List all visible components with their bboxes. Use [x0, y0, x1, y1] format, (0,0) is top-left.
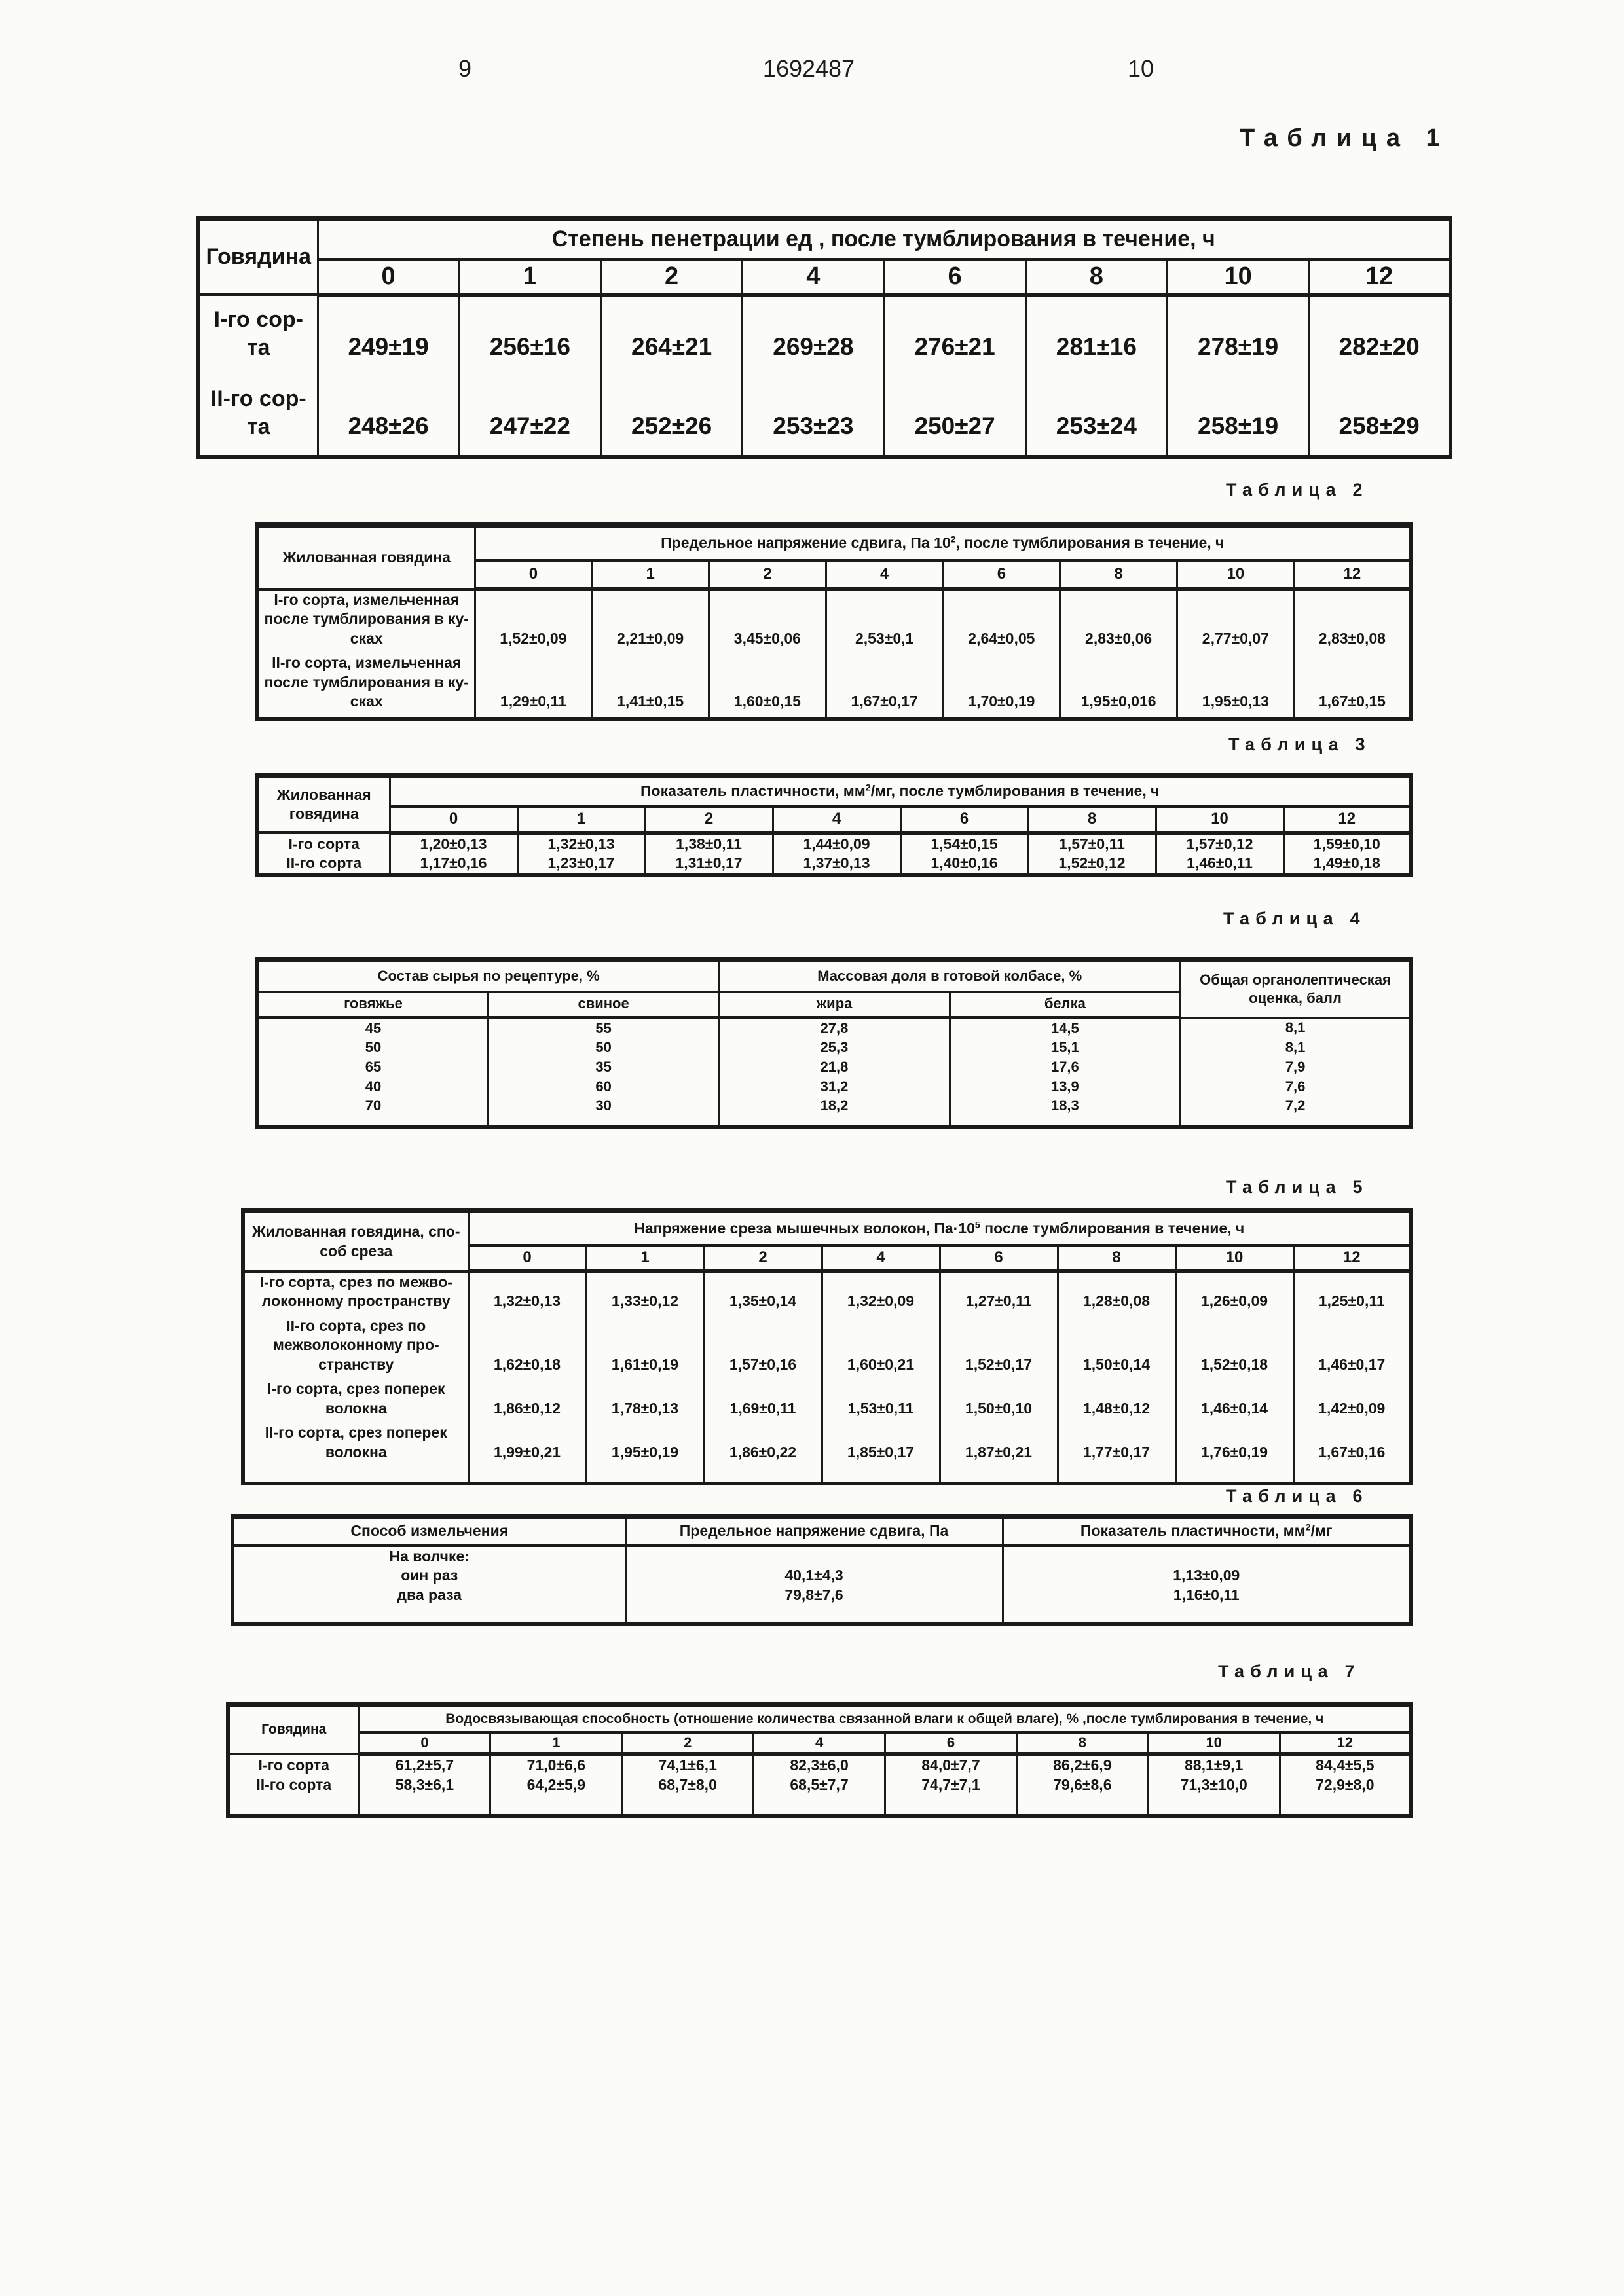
t7-hour-label: 2: [622, 1732, 754, 1754]
t3-hour-label: 10: [1156, 807, 1283, 833]
t7-value-cell: 71,0±6,6: [490, 1754, 622, 1775]
t4-value-cell: 35: [488, 1057, 718, 1077]
t6-header-plasticity: [1003, 1516, 1411, 1545]
t6-header-shear-stress: Предельное напряжение сдвига, Па: [625, 1516, 1003, 1545]
t1-hour-label: 0: [318, 259, 459, 295]
t2-hour-label: 8: [1060, 560, 1177, 589]
t7-hour-label: 6: [885, 1732, 1017, 1754]
t2-value-cell: 1,95±0,016: [1060, 653, 1177, 718]
t3-stub-header: Жилованная говядина: [257, 775, 390, 833]
t3-value-cell: 1,20±0,13: [390, 833, 517, 854]
t3-hour-label: 4: [773, 807, 900, 833]
t1-value-cell: 252±26: [601, 376, 743, 457]
t5-value-cell: 1,28±0,08: [1058, 1271, 1175, 1317]
t5-value-cell: 1,35±0,14: [704, 1271, 822, 1317]
t3-value-cell: 1,44±0,09: [773, 833, 900, 854]
t5-value-cell: 1,27±0,11: [940, 1271, 1058, 1317]
t6-value-cell: 79,8±7,6: [625, 1586, 1003, 1624]
t6-row-2: [232, 1566, 1411, 1586]
t7-hour-label: 8: [1016, 1732, 1148, 1754]
t4-value-cell: 7,6: [1181, 1077, 1411, 1097]
t1-value-cell: 248±26: [318, 376, 459, 457]
t2-value-cell: 1,29±0,11: [475, 653, 592, 718]
t5-hour-label: 2: [704, 1245, 822, 1271]
t1-row-1: [198, 295, 1450, 376]
t3-value-cell: 1,46±0,11: [1156, 854, 1283, 875]
t1-value-cell: 278±19: [1168, 295, 1309, 376]
t2-hour-label: 2: [709, 560, 826, 589]
t2-header-text-tail: , после тумблирования в течение, ч: [955, 534, 1225, 552]
t3-value-cell: 1,59±0,10: [1283, 833, 1411, 854]
table2-caption: Таблица 2: [1226, 480, 1369, 500]
t6-value-cell: 40,1±4,3: [625, 1566, 1003, 1586]
t4-value-cell: 7,9: [1181, 1057, 1411, 1077]
t1-row-label: II-го сор- та: [198, 376, 318, 457]
t7-value-cell: 68,5±7,7: [754, 1776, 885, 1816]
t5-value-cell: 1,77±0,17: [1058, 1423, 1175, 1484]
t5-hour-label: 12: [1293, 1245, 1411, 1271]
t3-value-cell: 1,17±0,16: [390, 854, 517, 875]
t7-row-label: I-го сорта: [228, 1754, 359, 1775]
t4-value-cell: 25,3: [719, 1038, 950, 1057]
t1-value-cell: 253±23: [743, 376, 884, 457]
t1-value-cell: 247±22: [459, 376, 600, 457]
t5-value-cell: 1,99±0,21: [468, 1423, 586, 1484]
t2-row-label: II-го сорта, измельченная после тумблирования в ку- сках: [257, 653, 475, 718]
t3-value-cell: 1,23±0,17: [517, 854, 645, 875]
table6: [231, 1514, 1413, 1626]
t4-header-sensory-score: Общая органолептическая оценка, балл: [1181, 960, 1411, 1017]
t2-row-2: [257, 653, 1411, 718]
t5-span-header: [468, 1211, 1411, 1245]
t2-value-cell: 1,95±0,13: [1177, 653, 1295, 718]
t4-subheader-protein: белка: [950, 991, 1180, 1017]
t5-header-text: Напряжение среза мышечных волокон, Па·10: [634, 1219, 975, 1237]
t2-hour-label: 1: [592, 560, 709, 589]
t5-row-3: [243, 1379, 1411, 1423]
t4-value-cell: 13,9: [950, 1077, 1180, 1097]
t7-value-cell: 84,0±7,7: [885, 1754, 1017, 1775]
t2-span-header: [475, 525, 1411, 560]
t7-value-cell: 72,9±8,0: [1280, 1776, 1411, 1816]
t5-hour-label: 1: [586, 1245, 704, 1271]
t4-value-cell: 7,2: [1181, 1097, 1411, 1127]
t5-header-text-tail: после тумблирования в течение, ч: [980, 1219, 1245, 1237]
t2-header-exponent: 2: [950, 534, 956, 545]
t3-value-cell: 1,57±0,12: [1156, 833, 1283, 854]
t3-hours-row: [257, 807, 1411, 833]
t5-value-cell: 1,26±0,09: [1175, 1271, 1293, 1317]
t3-header-text-tail: /мг, после тумблирования в течение, ч: [870, 782, 1160, 800]
t3-hour-label: 1: [517, 807, 645, 833]
t5-row-2: [243, 1317, 1411, 1379]
t6-row-label: оин раз: [232, 1566, 625, 1586]
t3-value-cell: 1,40±0,16: [900, 854, 1028, 875]
table4: [255, 957, 1413, 1129]
t5-value-cell: 1,69±0,11: [704, 1379, 822, 1423]
t5-row-4: [243, 1423, 1411, 1484]
t2-value-cell: 1,60±0,15: [709, 653, 826, 718]
t5-value-cell: 1,52±0,17: [940, 1317, 1058, 1379]
t3-hour-label: 0: [390, 807, 517, 833]
t1-value-cell: 281±16: [1025, 295, 1167, 376]
t7-hour-label: 0: [359, 1732, 490, 1754]
t5-value-cell: 1,61±0,19: [586, 1317, 704, 1379]
t5-value-cell: 1,50±0,14: [1058, 1317, 1175, 1379]
t2-value-cell: 1,41±0,15: [592, 653, 709, 718]
table7: [226, 1702, 1413, 1818]
t5-value-cell: 1,42±0,09: [1293, 1379, 1411, 1423]
t2-row-1: [257, 589, 1411, 653]
t5-value-cell: 1,85±0,17: [822, 1423, 940, 1484]
t7-hour-label: 1: [490, 1732, 622, 1754]
t4-value-cell: 17,6: [950, 1057, 1180, 1077]
t5-value-cell: 1,52±0,18: [1175, 1317, 1293, 1379]
t6-row-label: На волчке:: [232, 1545, 625, 1566]
t4-value-cell: 70: [257, 1097, 488, 1127]
t4-subheader-beef: говяжье: [257, 991, 488, 1017]
t7-row-2: [228, 1776, 1411, 1816]
t1-hour-label: 6: [884, 259, 1025, 295]
t3-row-label: I-го сорта: [257, 833, 390, 854]
t6-row-3: [232, 1586, 1411, 1624]
t3-value-cell: 1,49±0,18: [1283, 854, 1411, 875]
t1-row-label: I-го сор- та: [198, 295, 318, 376]
t4-value-cell: 50: [488, 1038, 718, 1057]
t7-value-cell: 61,2±5,7: [359, 1754, 490, 1775]
t5-row-label: II-го сорта, срез поперек волокна: [243, 1423, 468, 1484]
t1-hours-row: [198, 259, 1450, 295]
t1-hour-label: 10: [1168, 259, 1309, 295]
t4-value-cell: 30: [488, 1097, 718, 1127]
t2-value-cell: 1,67±0,15: [1294, 653, 1411, 718]
t4-group-header-recipe: Состав сырья по рецептуре, %: [257, 960, 719, 991]
t1-hour-label: 12: [1309, 259, 1450, 295]
t5-value-cell: 1,46±0,17: [1293, 1317, 1411, 1379]
t1-hour-label: 4: [743, 259, 884, 295]
t4-value-cell: 50: [257, 1038, 488, 1057]
table3: [255, 773, 1413, 877]
t7-hour-label: 10: [1148, 1732, 1280, 1754]
t5-row-label: II-го сорта, срез по межволоконному про- странству: [243, 1317, 468, 1379]
table1: [196, 216, 1452, 459]
t6-value-cell: 1,13±0,09: [1003, 1566, 1411, 1586]
t1-value-cell: 282±20: [1309, 295, 1450, 376]
t5-value-cell: 1,25±0,11: [1293, 1271, 1411, 1317]
t2-hour-label: 4: [826, 560, 943, 589]
t1-hour-label: 1: [459, 259, 600, 295]
t2-hour-label: 10: [1177, 560, 1295, 589]
t4-value-cell: 14,5: [950, 1017, 1180, 1038]
t2-value-cell: 1,67±0,17: [826, 653, 943, 718]
t5-value-cell: 1,50±0,10: [940, 1379, 1058, 1423]
t2-value-cell: 1,70±0,19: [943, 653, 1060, 718]
table1-caption: Таблица 1: [1240, 124, 1450, 152]
patent-number: 1692487: [762, 55, 855, 82]
table5-caption: Таблица 5: [1226, 1177, 1369, 1197]
t6-value-cell: [625, 1545, 1003, 1566]
t7-value-cell: 88,1±9,1: [1148, 1754, 1280, 1775]
t2-value-cell: 3,45±0,06: [709, 589, 826, 653]
t4-value-cell: 27,8: [719, 1017, 950, 1038]
t3-value-cell: 1,38±0,11: [645, 833, 773, 854]
t4-value-cell: 8,1: [1181, 1017, 1411, 1038]
t4-value-cell: 8,1: [1181, 1038, 1411, 1057]
t4-value-cell: 55: [488, 1017, 718, 1038]
t2-header-text: Предельное напряжение сдвига, Па 10: [661, 534, 951, 552]
t4-value-cell: 18,2: [719, 1097, 950, 1127]
t5-value-cell: 1,76±0,19: [1175, 1423, 1293, 1484]
t3-value-cell: 1,54±0,15: [900, 833, 1028, 854]
t5-hour-label: 0: [468, 1245, 586, 1271]
t4-group-header-mass-share: Массовая доля в готовой колбасе, %: [719, 960, 1181, 991]
t4-subheader-fat: жира: [719, 991, 950, 1017]
t2-value-cell: 2,21±0,09: [592, 589, 709, 653]
t2-value-cell: 2,64±0,05: [943, 589, 1060, 653]
t7-value-cell: 68,7±8,0: [622, 1776, 754, 1816]
t3-span-header: [390, 775, 1411, 807]
t1-value-cell: 264±21: [601, 295, 743, 376]
t2-value-cell: 2,53±0,1: [826, 589, 943, 653]
t1-hour-label: 2: [601, 259, 743, 295]
t1-row-2: [198, 376, 1450, 457]
t5-hour-label: 4: [822, 1245, 940, 1271]
t2-value-cell: 1,52±0,09: [475, 589, 592, 653]
t7-value-cell: 82,3±6,0: [754, 1754, 885, 1775]
t3-value-cell: 1,57±0,11: [1028, 833, 1156, 854]
t2-stub-header: Жилованная говядина: [257, 525, 475, 589]
t3-value-cell: 1,31±0,17: [645, 854, 773, 875]
t5-value-cell: 1,78±0,13: [586, 1379, 704, 1423]
t5-row-1: [243, 1271, 1411, 1317]
t1-value-cell: 258±19: [1168, 376, 1309, 457]
t5-row-label: I-го сорта, срез поперек волокна: [243, 1379, 468, 1423]
t2-hour-label: 6: [943, 560, 1060, 589]
t5-hour-label: 6: [940, 1245, 1058, 1271]
t7-value-cell: 86,2±6,9: [1016, 1754, 1148, 1775]
table2: [255, 522, 1413, 721]
t1-value-cell: 250±27: [884, 376, 1025, 457]
t5-value-cell: 1,67±0,16: [1293, 1423, 1411, 1484]
t7-hour-label: 12: [1280, 1732, 1411, 1754]
t3-value-cell: 1,37±0,13: [773, 854, 900, 875]
t5-value-cell: 1,86±0,22: [704, 1423, 822, 1484]
t5-row-label: I-го сорта, срез по межво- локонному пространству: [243, 1271, 468, 1317]
table3-caption: Таблица 3: [1228, 735, 1371, 754]
t6-header-text: Показатель пластичности, мм: [1080, 1522, 1306, 1540]
t3-row-2: [257, 854, 1411, 875]
t5-value-cell: 1,62±0,18: [468, 1317, 586, 1379]
t7-stub-header: Говядина: [228, 1705, 359, 1754]
t5-value-cell: 1,95±0,19: [586, 1423, 704, 1484]
t7-row-1: [228, 1754, 1411, 1775]
table7-caption: Таблица 7: [1218, 1662, 1361, 1681]
t1-hour-label: 8: [1025, 259, 1167, 295]
t1-value-cell: 253±24: [1025, 376, 1167, 457]
t6-value-cell: 1,16±0,11: [1003, 1586, 1411, 1624]
table4-caption: Таблица 4: [1223, 909, 1366, 928]
t3-value-cell: 1,32±0,13: [517, 833, 645, 854]
t3-hour-label: 12: [1283, 807, 1411, 833]
t3-row-label: II-го сорта: [257, 854, 390, 875]
t3-hour-label: 8: [1028, 807, 1156, 833]
t6-value-cell: [1003, 1545, 1411, 1566]
t4-value-cell: 65: [257, 1057, 488, 1077]
t1-value-cell: 258±29: [1309, 376, 1450, 457]
t3-value-cell: 1,52±0,12: [1028, 854, 1156, 875]
t7-value-cell: 84,4±5,5: [1280, 1754, 1411, 1775]
t4-row-2: [257, 1038, 1411, 1057]
t5-value-cell: 1,86±0,12: [468, 1379, 586, 1423]
t5-value-cell: 1,32±0,13: [468, 1271, 586, 1317]
t4-row-3: [257, 1057, 1411, 1077]
t5-value-cell: 1,53±0,11: [822, 1379, 940, 1423]
table6-caption: Таблица 6: [1226, 1486, 1369, 1506]
t6-header-grinding-method: Способ измельчения: [232, 1516, 625, 1545]
t2-row-label: I-го сорта, измельченная после тумблирования в ку- сках: [257, 589, 475, 653]
t4-value-cell: 40: [257, 1077, 488, 1097]
t4-value-cell: 18,3: [950, 1097, 1180, 1127]
t3-hour-label: 2: [645, 807, 773, 833]
t4-row-4: [257, 1077, 1411, 1097]
page-number-left: 9: [458, 55, 472, 82]
t4-value-cell: 15,1: [950, 1038, 1180, 1057]
t1-stub-header: Говядина: [198, 219, 318, 295]
t5-value-cell: 1,46±0,14: [1175, 1379, 1293, 1423]
t4-row-1: [257, 1017, 1411, 1038]
t4-value-cell: 45: [257, 1017, 488, 1038]
t5-stub-header: Жилованная говядина, спо- соб среза: [243, 1211, 468, 1271]
table5: [241, 1208, 1413, 1485]
t5-value-cell: 1,57±0,16: [704, 1317, 822, 1379]
t1-value-cell: 269±28: [743, 295, 884, 376]
t3-hour-label: 6: [900, 807, 1028, 833]
t7-value-cell: 74,7±7,1: [885, 1776, 1017, 1816]
t5-value-cell: 1,32±0,09: [822, 1271, 940, 1317]
t7-value-cell: 58,3±6,1: [359, 1776, 490, 1816]
t7-hour-label: 4: [754, 1732, 885, 1754]
t7-value-cell: 71,3±10,0: [1148, 1776, 1280, 1816]
t1-value-cell: 256±16: [459, 295, 600, 376]
t6-row-1: [232, 1545, 1411, 1566]
t6-header-text-tail: /мг: [1310, 1522, 1333, 1540]
t1-span-header: Степень пенетрации ед , после тумблирования в течение, ч: [318, 219, 1450, 259]
t2-hour-label: 12: [1294, 560, 1411, 589]
t7-value-cell: 64,2±5,9: [490, 1776, 622, 1816]
t2-value-cell: 2,83±0,06: [1060, 589, 1177, 653]
t7-row-label: II-го сорта: [228, 1776, 359, 1816]
t2-value-cell: 2,77±0,07: [1177, 589, 1295, 653]
t4-value-cell: 60: [488, 1077, 718, 1097]
t5-hour-label: 8: [1058, 1245, 1175, 1271]
t2-hour-label: 0: [475, 560, 592, 589]
page-number-right: 10: [1128, 55, 1154, 82]
t7-span-header: Водосвязывающая способность (отношение количества связанной влаги к общей влаге), % ,после тумблирования в течение, ч: [359, 1705, 1411, 1732]
t5-value-cell: 1,87±0,21: [940, 1423, 1058, 1484]
t7-hours-row: [228, 1732, 1411, 1754]
t6-row-label: два раза: [232, 1586, 625, 1624]
t3-header-text: Показатель пластичности, мм: [640, 782, 866, 800]
t5-header-exponent: 5: [974, 1220, 980, 1231]
t4-subheader-pork: свиное: [488, 991, 718, 1017]
t7-value-cell: 74,1±6,1: [622, 1754, 754, 1775]
t4-row-5: [257, 1097, 1411, 1127]
t3-header-exponent: 2: [865, 782, 871, 793]
t1-value-cell: 249±19: [318, 295, 459, 376]
t5-value-cell: 1,48±0,12: [1058, 1379, 1175, 1423]
t5-hour-label: 10: [1175, 1245, 1293, 1271]
t5-value-cell: 1,60±0,21: [822, 1317, 940, 1379]
t3-row-1: [257, 833, 1411, 854]
t2-value-cell: 2,83±0,08: [1294, 589, 1411, 653]
t5-value-cell: 1,33±0,12: [586, 1271, 704, 1317]
t1-value-cell: 276±21: [884, 295, 1025, 376]
t7-value-cell: 79,6±8,6: [1016, 1776, 1148, 1816]
t6-header-exponent: 2: [1305, 1522, 1311, 1533]
t4-value-cell: 21,8: [719, 1057, 950, 1077]
t4-value-cell: 31,2: [719, 1077, 950, 1097]
